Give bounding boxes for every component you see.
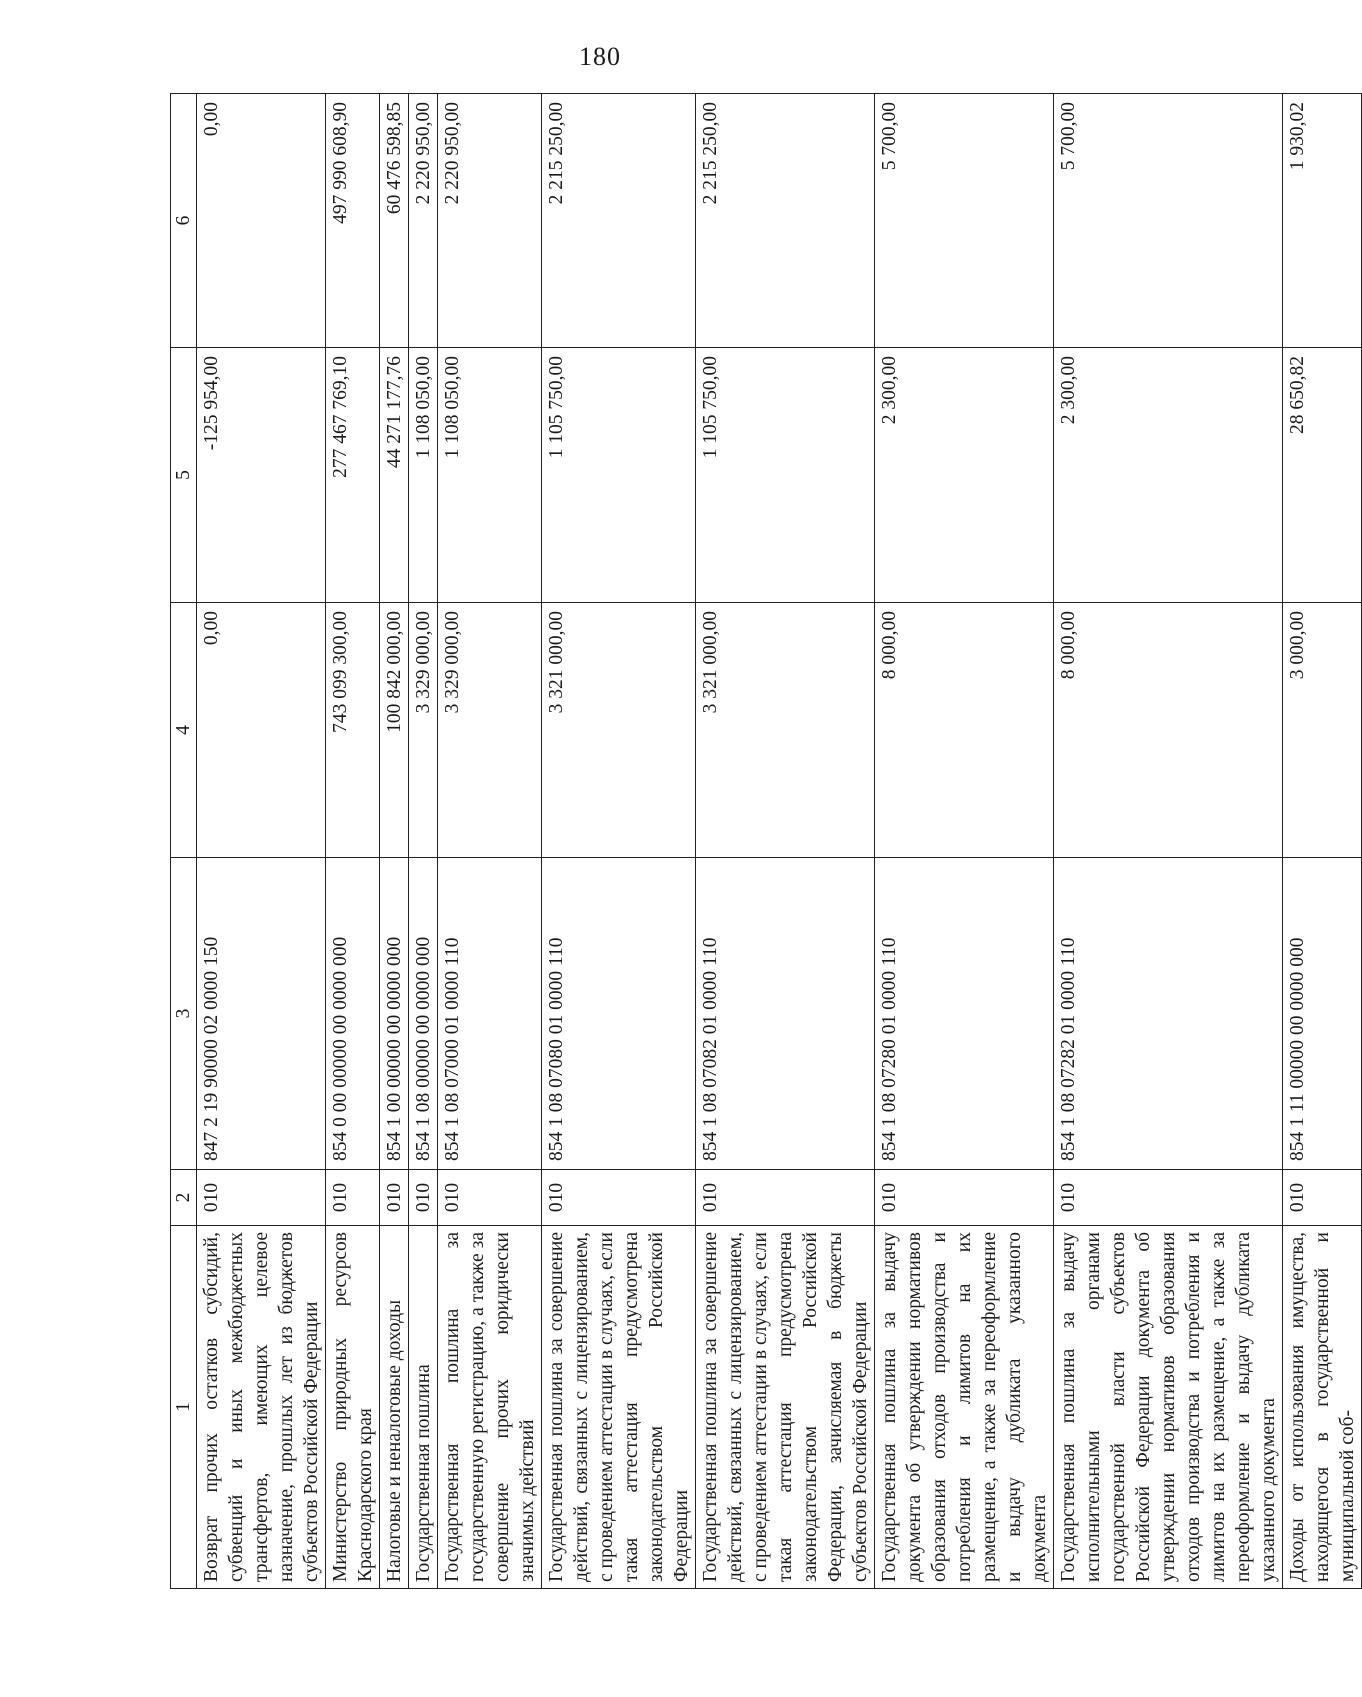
table-row — [326, 94, 380, 1589]
row-name: Доходы от использования имущества, находящегося в государственной и муниципальной соб- — [1283, 1226, 1362, 1589]
page-number: 180 — [579, 42, 621, 71]
report-table-frame — [170, 94, 1358, 1589]
row-budget-code: 854 1 00 00000 00 0000 000 — [380, 858, 409, 1170]
row-col4-value: 3 329 000,00 — [409, 603, 438, 858]
row-col5-value: -125 954,00 — [197, 348, 326, 603]
row-col4-value: 3 321 000,00 — [542, 603, 696, 858]
header-col-4: 4 — [171, 603, 197, 858]
row-line-code: 010 — [380, 1170, 409, 1226]
table-row — [1054, 94, 1283, 1589]
row-col6-value: 497 990 608,90 — [326, 94, 380, 348]
row-name: Государственная пошлина за выдачу исполнительными органами государственной власти субъектов Российской Федерации документа об утверждении нормативов образования отходов производства и потребления и лимитов на их размещение, а также за переоформление и выдачу дубликата указанного документа — [1054, 1226, 1283, 1589]
row-col6-value: 2 220 950,00 — [438, 94, 542, 348]
header-col-2: 2 — [171, 1170, 197, 1226]
row-col6-value: 5 700,00 — [1054, 94, 1283, 348]
row-name: Возврат прочих остатков субсидий, субвенций и иных межбюджетных трансфертов, имеющих целевое назначение, прошлых лет из бюджетов субъектов Российской Федерации — [197, 1226, 326, 1589]
row-line-code: 010 — [409, 1170, 438, 1226]
row-col5-value: 28 650,82 — [1283, 348, 1362, 603]
row-line-code: 010 — [875, 1170, 1054, 1226]
header-col-1: 1 — [171, 1226, 197, 1589]
row-col4-value: 3 321 000,00 — [696, 603, 875, 858]
row-col5-value: 1 105 750,00 — [696, 348, 875, 603]
row-col6-value: 2 215 250,00 — [542, 94, 696, 348]
table-row — [875, 94, 1054, 1589]
header-col-5: 5 — [171, 348, 197, 603]
row-budget-code: 854 1 08 07082 01 0000 110 — [696, 858, 875, 1170]
row-budget-code: 854 1 08 07000 01 0000 110 — [438, 858, 542, 1170]
table-row — [696, 94, 875, 1589]
row-name: Министерство природных ресурсов Краснодарского края — [326, 1226, 380, 1589]
row-col4-value: 743 099 300,00 — [326, 603, 380, 858]
row-budget-code: 847 2 19 90000 02 0000 150 — [197, 858, 326, 1170]
row-col6-value: 2 215 250,00 — [696, 94, 875, 348]
row-budget-code: 854 1 08 00000 00 0000 000 — [409, 858, 438, 1170]
row-budget-code: 854 0 00 00000 00 0000 000 — [326, 858, 380, 1170]
table-row — [438, 94, 542, 1589]
row-col4-value: 8 000,00 — [875, 603, 1054, 858]
row-col4-value: 100 842 000,00 — [380, 603, 409, 858]
row-col5-value: 277 467 769,10 — [326, 348, 380, 603]
row-col5-value: 1 108 050,00 — [409, 348, 438, 603]
table-row — [197, 94, 326, 1589]
row-name: Государственная пошлина — [409, 1226, 438, 1589]
row-col6-value: 0,00 — [197, 94, 326, 348]
row-budget-code: 854 1 08 07282 01 0000 110 — [1054, 858, 1283, 1170]
row-line-code: 010 — [696, 1170, 875, 1226]
row-col5-value: 2 300,00 — [875, 348, 1054, 603]
table-row — [380, 94, 409, 1589]
row-col5-value: 1 108 050,00 — [438, 348, 542, 603]
row-name: Государственная пошлина за выдачу документа об утверждении нормативов образования отходов производства и потребления и лимитов на их размещение, а также за переоформление и выдачу дубликата указанного документа — [875, 1226, 1054, 1589]
row-line-code: 010 — [438, 1170, 542, 1226]
header-col-3: 3 — [171, 858, 197, 1170]
table-header-row — [171, 94, 197, 1589]
income-report-table — [170, 93, 1362, 1589]
row-name: Государственная пошлина за государственную регистрацию, а также за совершение прочих юридически значимых действий — [438, 1226, 542, 1589]
row-col5-value: 44 271 177,76 — [380, 348, 409, 603]
row-col4-value: 3 000,00 — [1283, 603, 1362, 858]
row-col6-value: 5 700,00 — [875, 94, 1054, 348]
table-row — [542, 94, 696, 1589]
row-line-code: 010 — [197, 1170, 326, 1226]
row-budget-code: 854 1 11 00000 00 0000 000 — [1283, 858, 1362, 1170]
row-line-code: 010 — [1283, 1170, 1362, 1226]
row-col5-value: 2 300,00 — [1054, 348, 1283, 603]
row-budget-code: 854 1 08 07080 01 0000 110 — [542, 858, 696, 1170]
row-col6-value: 1 930,02 — [1283, 94, 1362, 348]
row-line-code: 010 — [542, 1170, 696, 1226]
header-col-6: 6 — [171, 94, 197, 348]
row-col6-value: 60 476 598,85 — [380, 94, 409, 348]
row-col4-value: 8 000,00 — [1054, 603, 1283, 858]
row-name: Налоговые и неналоговые доходы — [380, 1226, 409, 1589]
row-budget-code: 854 1 08 07280 01 0000 110 — [875, 858, 1054, 1170]
row-col6-value: 2 220 950,00 — [409, 94, 438, 348]
row-col5-value: 1 105 750,00 — [542, 348, 696, 603]
row-line-code: 010 — [326, 1170, 380, 1226]
table-row — [1283, 94, 1362, 1589]
row-name: Государственная пошлина за совершение действий, связанных с лицензированием, с проведением аттестации в случаях, если такая аттестация предусмотрена законодательством Российской Федерации — [542, 1226, 696, 1589]
row-col4-value: 3 329 000,00 — [438, 603, 542, 858]
row-name: Государственная пошлина за совершение действий, связанных с лицензированием, с проведением аттестации в случаях, если такая аттестация предусмотрена законодательством Российской Федерации, зачисляемая в бюджеты субъектов Российской Федерации — [696, 1226, 875, 1589]
table-row — [409, 94, 438, 1589]
row-line-code: 010 — [1054, 1170, 1283, 1226]
row-col4-value: 0,00 — [197, 603, 326, 858]
